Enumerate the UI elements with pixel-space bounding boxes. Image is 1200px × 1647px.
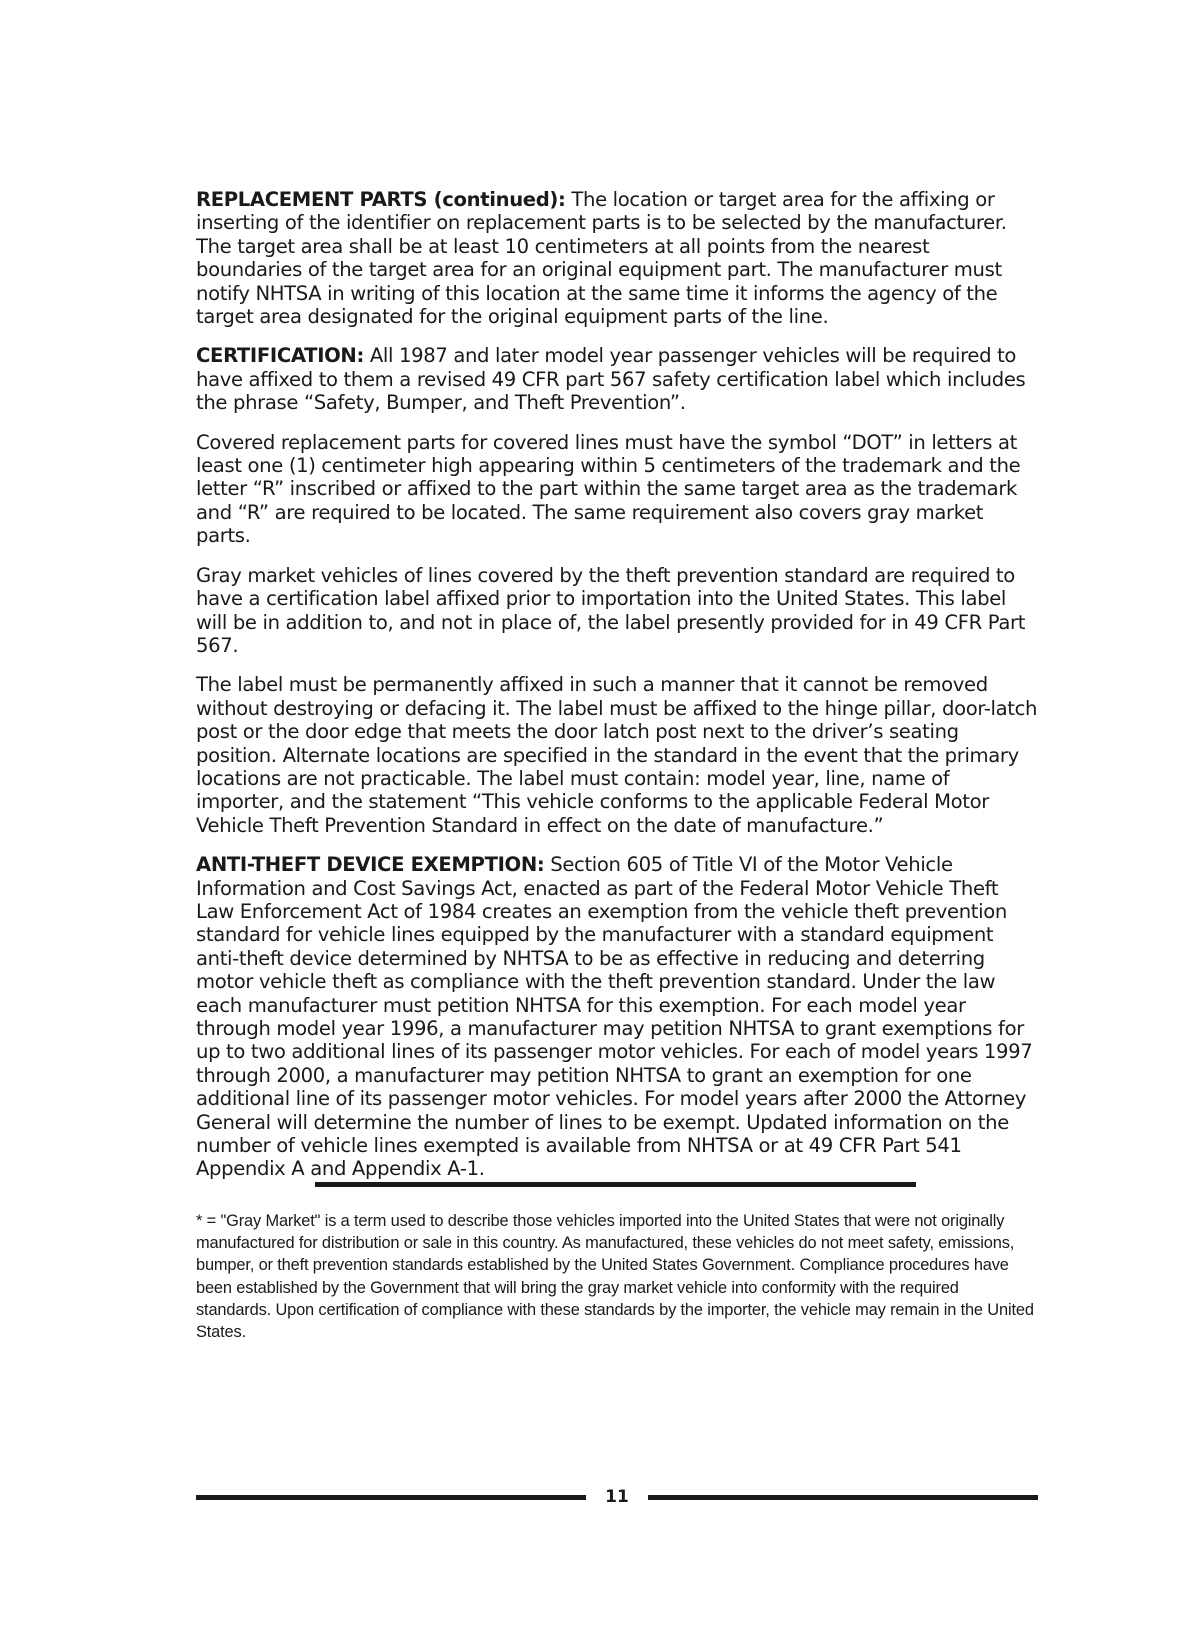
paragraph-text: Covered replacement parts for covered lines must have the symbol “DOT” in letters at least one (1) centimeter high appearing within 5 centimeters of the trademark and the letter “R” inscribed or affixed to the part within the same target area as the trademark and “R” are required to be located. The same requirement also covers gray market parts. (196, 430, 1021, 548)
paragraph-gray-market-label (196, 564, 1038, 658)
footer-rule-right (648, 1495, 1038, 1500)
paragraph-text: The label must be permanently affixed in such a manner that it cannot be removed without destroying or defacing it. The label must be affixed to the hinge pillar, door-latch post or the door edge that meets the door latch post next to the driver’s seating position. Alternate locations are specified in the standard in the event that the primary locations are not practicable. The label must contain: model year, line, name of importer, and the statement “This vehicle conforms to the applicable Federal Motor Vehicle Theft Prevention Standard in effect on the date of manufacture.” (196, 673, 1038, 837)
body-text (196, 188, 1038, 1197)
page-number: 11 (605, 1487, 629, 1507)
page-footer (196, 1486, 1038, 1508)
paragraph-dot-symbol (196, 431, 1038, 548)
paragraph-anti-theft-exemption (196, 853, 1038, 1181)
section-label-certification: CERTIFICATION: (196, 344, 364, 368)
paragraph-text: All 1987 and later model year passenger vehicles will be required to have affixed to them a revised 49 CFR part 567 safety certification label which includes the phrase “Safety, Bumper, and Theft Prevention”. (196, 344, 1026, 415)
section-divider (315, 1182, 916, 1187)
footer-rule-left (196, 1495, 586, 1500)
paragraph-replacement-parts (196, 188, 1038, 328)
paragraph-text: Section 605 of Title VI of the Motor Vehicle Information and Cost Savings Act, enacted as part of the Federal Motor Vehicle Theft Law Enforcement Act of 1984 creates an exemption from the vehicle theft prevention standard for vehicle lines equipped by the manufacturer with a standard equipment anti-theft device determined by NHTSA to be as effective in reducing and deterring motor vehicle theft as compliance with the theft prevention standard. Under the law each manufacturer must petition NHTSA for this exemption. For each model year through model year 1996, a manufacturer may petition NHTSA to grant exemptions for up to two additional lines of its passenger motor vehicles. For each of model years 1997 through 2000, a manufacturer may petition NHTSA to grant an exemption for one additional line of its passenger motor vehicles. For model years after 2000 the Attorney General will determine the number of lines to be exempt. Updated information on the number of vehicle lines exempted is available from NHTSA or at 49 CFR Part 541 Appendix A and Appendix A-1. (196, 853, 1033, 1181)
paragraph-text: The location or target area for the affixing or inserting of the identifier on replacement parts is to be selected by the manufacturer. The target area shall be at least 10 centimeters at all points from the nearest boundaries of the target area for an original equipment part. The manufacturer must notify NHTSA in writing of this location at the same time it informs the agency of the target area designated for the original equipment parts of the line. (196, 188, 1007, 329)
paragraph-text: Gray market vehicles of lines covered by the theft prevention standard are required to have a certification label affixed prior to importation into the United States. This label will be in addition to, and not in place of, the label presently provided for in 49 CFR Part 567. (196, 563, 1026, 657)
footnote: * = "Gray Market" is a term used to describe those vehicles imported into the United States that were not originally manufactured for distribution or sale in this country. As manufactured, these vehicles do not meet safety, emissions, bumper, or theft prevention standards established by the United States Government. Compliance procedures have been established by the Government that will bring the gray market vehicle into conformity with the required standards. Upon certification of compliance with these standards by the importer, the vehicle may remain in the United States. (196, 1212, 1034, 1342)
paragraph-label-affixing (196, 673, 1038, 837)
section-label-replacement-parts: REPLACEMENT PARTS (continued): (196, 188, 566, 211)
paragraph-certification (196, 344, 1038, 414)
section-label-anti-theft: ANTI-THEFT DEVICE EXEMPTION: (196, 853, 545, 877)
